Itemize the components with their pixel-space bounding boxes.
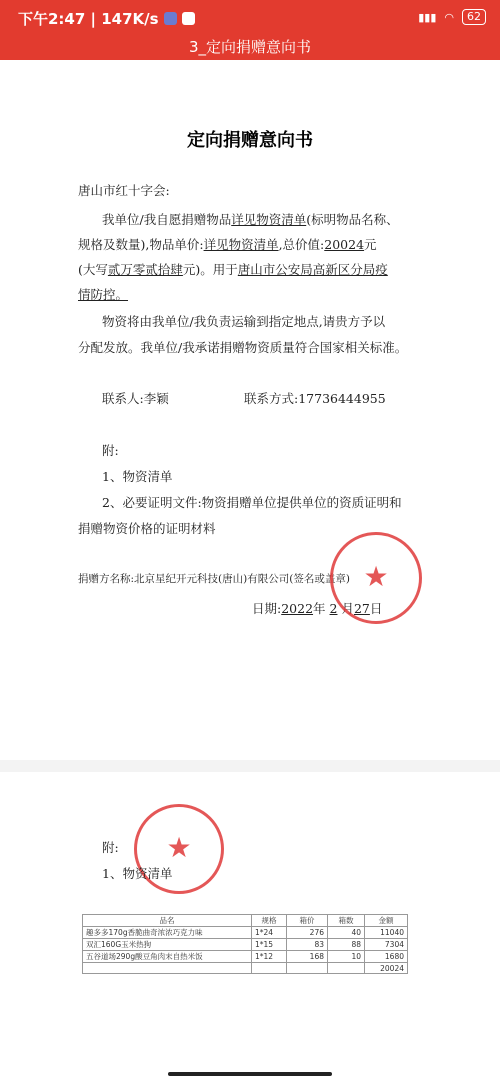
cell-name: 趣多多170g香脆曲奇浓浓巧克力味 [83, 927, 252, 939]
cell-amount: 1680 [365, 951, 408, 963]
attach-title: 附: [102, 443, 119, 458]
document-page-1[interactable] [0, 60, 500, 760]
document-title-bar: 3_定向捐赠意向书 [0, 36, 500, 60]
donor-name: 捐赠方名称:北京星纪开元科技(唐山)有限公司(签名或盖章) [78, 573, 350, 585]
status-time: 下午2:47 | 147K/s [18, 10, 159, 28]
cell-amount: 7304 [365, 939, 408, 951]
col-header: 箱数 [328, 915, 365, 927]
date-line: 日期:2022年 2 月27日 [252, 601, 383, 616]
para1-line1: 我单位/我自愿捐赠物品详见物资清单(标明物品名称、 [102, 212, 399, 227]
table-row [83, 939, 408, 951]
wifi-icon: ◠ [444, 10, 454, 24]
col-header: 规格 [252, 915, 287, 927]
col-header: 品名 [83, 915, 252, 927]
recipient: 唐山市红十字会: [78, 183, 170, 198]
seal-star-icon-2: ★ [166, 830, 192, 864]
cell-qty: 40 [328, 927, 365, 939]
cell-amount: 11040 [365, 927, 408, 939]
attach-item-2-line2: 捐赠物资价格的证明材料 [78, 521, 216, 536]
cell-name: 五谷道场290g酸豆角肉末自热米饭 [83, 951, 252, 963]
cell-total: 20024 [365, 963, 408, 974]
notification-app-icon [164, 12, 177, 25]
attach-item-1: 1、物资清单 [102, 469, 173, 484]
status-bar [0, 0, 500, 36]
cell-qty: 10 [328, 951, 365, 963]
attach-item-2-line1: 2、必要证明文件:物资捐赠单位提供单位的资质证明和 [102, 495, 402, 510]
cell-spec: 1*12 [252, 951, 287, 963]
page2-attach-item-1: 1、物资清单 [102, 866, 173, 881]
cell-price: 276 [287, 927, 328, 939]
battery-icon: 62 [462, 9, 486, 25]
table-total-row [83, 963, 408, 974]
col-header: 箱价 [287, 915, 328, 927]
home-indicator[interactable] [168, 1072, 332, 1076]
seal-star-icon: ★ [363, 559, 389, 593]
table-row [83, 951, 408, 963]
col-header: 金额 [365, 915, 408, 927]
notification-app-icon-2 [182, 12, 195, 25]
page2-attach-title: 附: [102, 840, 119, 855]
para2-line1: 物资将由我单位/我负责运输到指定地点,请贵方予以 [102, 314, 386, 329]
cell-spec: 1*24 [252, 927, 287, 939]
para1-line3: (大写贰万零贰拾肆元)。用于唐山市公安局高新区分局疫 [78, 262, 388, 277]
document-page-2[interactable] [0, 772, 500, 1083]
cell-price: 168 [287, 951, 328, 963]
contact-phone: 联系方式:17736444955 [244, 391, 386, 406]
company-seal [330, 532, 422, 624]
para1-line2: 规格及数量),物品单价:详见物资清单,总价值:20024元 [78, 237, 377, 252]
table-row [83, 927, 408, 939]
cell-name: 双汇160G玉米热狗 [83, 939, 252, 951]
cell-spec: 1*15 [252, 939, 287, 951]
cell-qty: 88 [328, 939, 365, 951]
signal-icon: ▮▮▮ [418, 10, 437, 24]
goods-table [82, 914, 408, 974]
para1-line4: 情防控。 [78, 287, 129, 302]
status-icons [418, 9, 486, 25]
doc-title: 定向捐赠意向书 [187, 130, 313, 151]
cell-price: 83 [287, 939, 328, 951]
table-header-row [83, 915, 408, 927]
contact-person: 联系人:李颖 [102, 391, 169, 406]
para2-line2: 分配发放。我单位/我承诺捐赠物资质量符合国家相关标准。 [78, 340, 408, 355]
